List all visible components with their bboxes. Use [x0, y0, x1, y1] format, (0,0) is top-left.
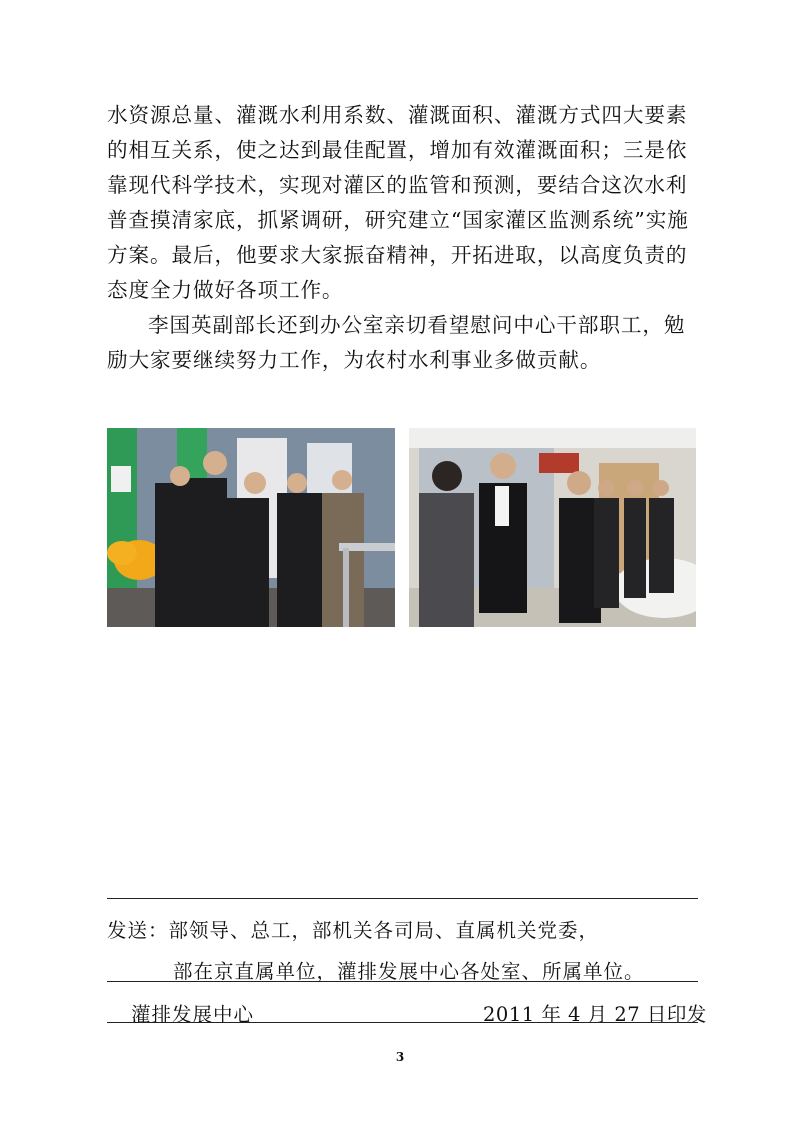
distribution-line-2: 部在京直属单位，灌排发展中心各处室、所属单位。 — [173, 960, 645, 983]
distribution-middle-rule — [107, 981, 698, 982]
photo-officials-corridor — [107, 428, 395, 627]
article-body — [107, 98, 701, 378]
distribution-top-rule — [107, 898, 698, 899]
photo-officials-office — [409, 428, 696, 627]
footer-bottom-rule — [107, 1022, 698, 1023]
issuer: 灌排发展中心 — [131, 1003, 255, 1026]
paragraph-continued: 水资源总量、灌溉水利用系数、灌溉面积、灌溉方式四大要素的相互关系，使之达到最佳配置，增加有效灌溉面积；三是依靠现代科学技术，实现对灌区的监管和预测，要结合这次水利普查摸清家底，抓紧调研，研究建立“国家灌区监测系统”实施方案。最后，他要求大家振奋精神，开拓进取，以高度负责的态度全力做好各项工作。 — [107, 103, 689, 302]
page-number: 3 — [395, 1050, 405, 1064]
issue-date: 2011 年 4 月 27 日印发 — [483, 1003, 707, 1026]
distribution-line-1: 发送：部领导、总工，部机关各司局、直属机关党委， — [107, 919, 600, 942]
paragraph-visit: 李国英副部长还到办公室亲切看望慰问中心干部职工，勉励大家要继续努力工作，为农村水利事业多做贡献。 — [107, 313, 686, 372]
